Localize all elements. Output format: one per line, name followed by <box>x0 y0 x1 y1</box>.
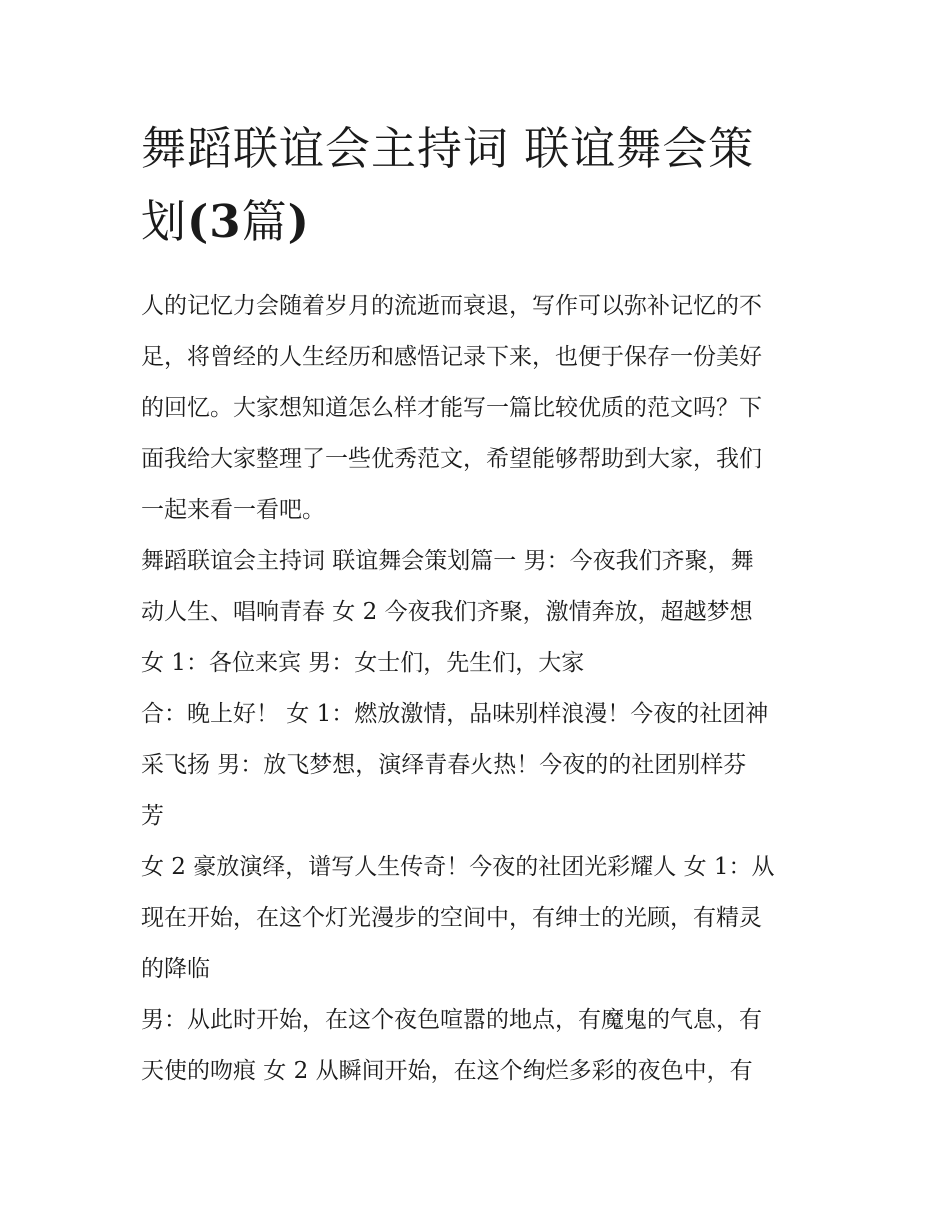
body-line: 动人生、唱响青春 女 2 今夜我们齐聚，激情奔放，超越梦想 <box>141 599 753 625</box>
body-line: 芳 <box>141 803 164 829</box>
title-line-2 <box>141 185 821 258</box>
title-line-2-end: ) <box>287 195 310 248</box>
title-line-2-number: (3 <box>187 195 242 248</box>
body-line: 天使的吻痕 女 2 从瞬间开始，在这个绚烂多彩的夜色中，有 <box>141 1058 753 1084</box>
body-line: 舞蹈联谊会主持词 联谊舞会策划篇一 男：今夜我们齐聚，舞 <box>141 548 754 574</box>
body-line: 采飞扬 男：放飞梦想，演绎青春火热！今夜的的社团别样芬 <box>141 752 747 778</box>
body-line: 人的记忆力会随着岁月的流逝而衰退，写作可以弥补记忆的不 <box>141 293 762 319</box>
body-line: 足，将曾经的人生经历和感悟记录下来，也便于保存一份美好 <box>141 344 762 370</box>
title-line-2-prefix: 划 <box>141 195 188 248</box>
document-body <box>141 281 821 1097</box>
body-line: 女 1：各位来宾 男：女士们，先生们，大家 <box>141 650 585 676</box>
body-line: 面我给大家整理了一些优秀范文，希望能够帮助到大家，我们 <box>141 446 762 472</box>
body-line: 的回忆。大家想知道怎么样才能写一篇比较优质的范文吗？下 <box>141 395 762 421</box>
body-line: 合：晚上好！ 女 1：燃放激情，品味别样浪漫！今夜的社团神 <box>141 701 769 727</box>
document-title <box>141 112 821 258</box>
title-line-2-mid: 篇 <box>241 195 288 248</box>
body-line: 女 2 豪放演绎，谱写人生传奇！今夜的社团光彩耀人 女 1：从 <box>141 854 775 880</box>
body-line: 男：从此时开始，在这个夜色喧嚣的地点，有魔鬼的气息，有 <box>141 1007 762 1033</box>
document-page <box>141 112 821 1097</box>
title-line-1: 舞蹈联谊会主持词 联谊舞会策 <box>141 122 755 175</box>
body-line: 的降临 <box>141 956 210 982</box>
body-line: 现在开始，在这个灯光漫步的空间中，有绅士的光顾，有精灵 <box>141 905 762 931</box>
body-line: 一起来看一看吧。 <box>141 497 325 523</box>
